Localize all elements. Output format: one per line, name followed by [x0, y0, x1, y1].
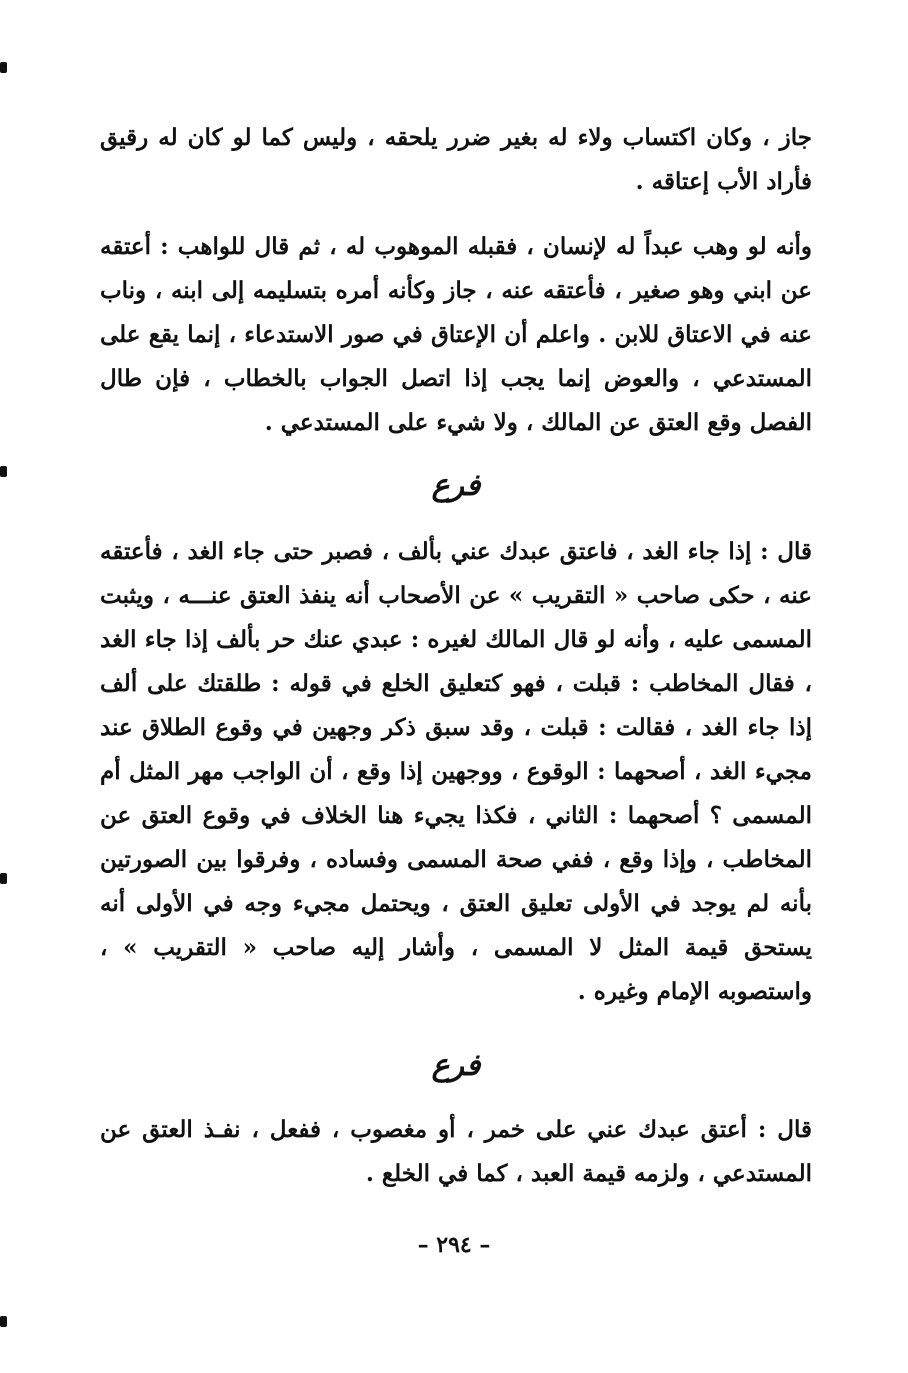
paragraph-wine-compensation [100, 1108, 812, 1196]
paragraph-text: وأنه لو وهب عبداً له لإنسان ، فقبله الموهوب له ، ثم قال للواهب : أعتقه عن ابني وهو صغير ، فأعتقه عنه ، جاز وكأنه أمره بتسليمه إلى ابنه ، وناب عنه في الاعتاق للابن . واعلم أن الإعتاق في صور الاستدعاء ، إنما يقع على المستدعي ، والعوض إنما يجب إذا اتصل الجواب بالخطاب ، فإن طال الفصل وقع العتق عن المالك ، ولا شيء على المستدعي . [100, 233, 812, 436]
paragraph-text: جاز ، وكان اكتساب ولاء له بغير ضرر يلحقه ، وليس كما لو كان له رقيق فأراد الأب إعتاقه . [100, 124, 812, 195]
section-heading: فرع [431, 468, 481, 503]
page-number: – ٢٩٤ – [417, 1232, 491, 1258]
margin-mark [0, 1316, 7, 1327]
paragraph-continuation [100, 116, 812, 204]
section-heading: فرع [431, 1048, 481, 1083]
margin-mark [0, 466, 7, 477]
paragraph-gift-slave [100, 225, 812, 445]
margin-mark [0, 873, 7, 884]
paragraph-tomorrow-manumission [100, 530, 812, 1014]
paragraph-text: قال : أعتق عبدك عني على خمر ، أو مغصوب ، ففعل ، نفـذ العتق عن المستدعي ، ولزمه قيمة العبد ، كما في الخلع . [100, 1116, 812, 1187]
paragraph-text: قال : إذا جاء الغد ، فاعتق عبدك عني بألف ، فصبر حتى جاء الغد ، فأعتقه عنه ، حكى صاحب « التقريب » عن الأصحاب أنه ينفذ العتق عنـــه ، ويثبت المسمى عليه ، وأنه لو قال المالك لغيره : عبدي عنك حر بألف إذا جاء الغد ، فقال المخاطب : قبلت ، فهو كتعليق الخلع في قوله : طلقتك على ألف إذا جاء الغد ، فقالت : قبلت ، وقد سبق ذكر وجهين في وقوع الطلاق عند مجيء الغد ، أصحهما : الوقوع ، ووجهين إذا وقع ، أن الواجب مهر المثل أم المسمى ؟ أصحهما : الثاني ، فكذا يجيء هنا الخلاف في وقوع العتق عن المخاطب ، وإذا وقع ، ففي صحة المسمى وفساده ، وفرقوا بين الصورتين بأنه لم يوجد في الأولى تعليق العتق ، ويحتمل مجيء وجه في الأولى أنه يستحق قيمة المثل لا المسمى ، وأشار إليه صاحب « التقريب » ، واستصوبه الإمام وغيره . [100, 538, 812, 1005]
margin-mark [0, 62, 7, 73]
